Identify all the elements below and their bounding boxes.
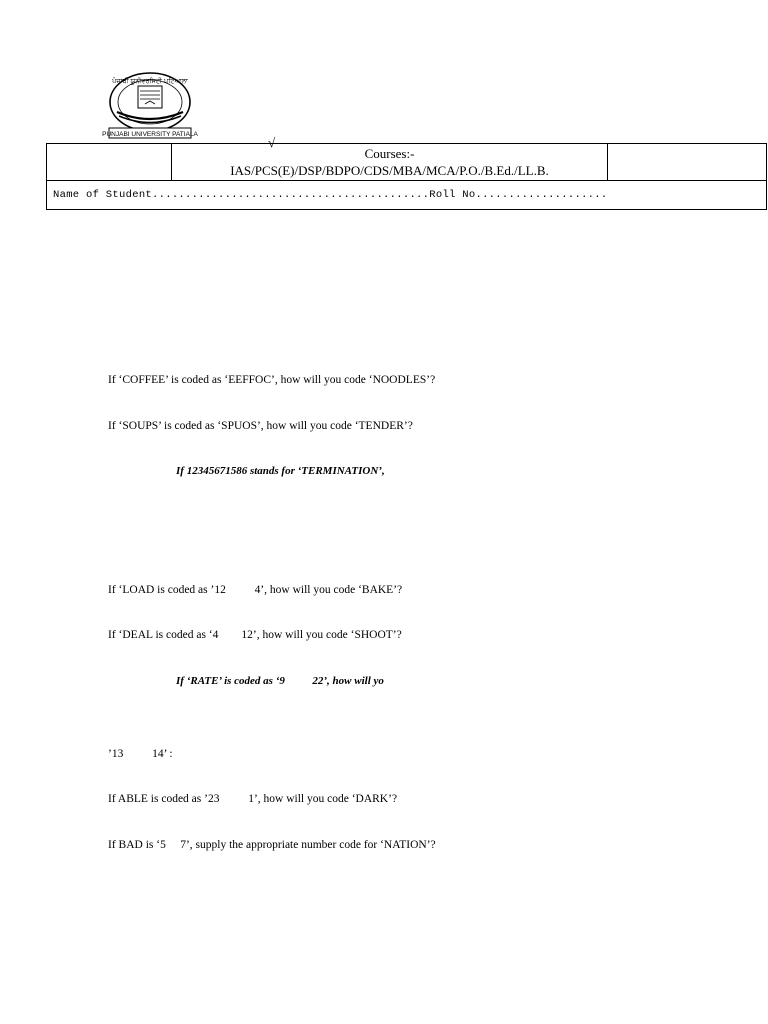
header-right-cell — [608, 144, 767, 181]
university-logo — [102, 72, 198, 140]
courses-list: IAS/PCS(E)/DSP/BDPO/CDS/MBA/MCA/P.O./B.Ed./LL.B. — [230, 163, 549, 178]
question-3: If 12345671586 stands for ‘TERMINATION’, — [176, 465, 385, 477]
question-9: If BAD is ‘5 7’, supply the appropriate number code for ‘NATION’? — [108, 839, 436, 851]
header-table — [46, 143, 767, 210]
courses-cell — [172, 144, 608, 181]
question-2: If ‘SOUPS’ is coded as ‘SPUOS’, how will you code ‘TENDER’? — [108, 420, 413, 432]
svg-text:PUNJABI UNIVERSITY PATIALA: PUNJABI UNIVERSITY PATIALA — [102, 131, 198, 138]
header-left-cell — [47, 144, 172, 181]
student-name-roll-line: Name of Student..........................................Roll No.................... — [47, 181, 767, 210]
svg-text:ਪੰਜਾਬੀ ਯੂਨੀਵਰਸਿਟੀ ਪਟਿਆਲਾ: ਪੰਜਾਬੀ ਯੂਨੀਵਰਸਿਟੀ ਪਟਿਆਲਾ — [112, 77, 188, 85]
question-1: If ‘COFFEE’ is coded as ‘EEFFOC’, how will you code ‘NOODLES’? — [108, 374, 436, 386]
courses-title: Courses:- — [364, 146, 415, 161]
question-7: ’13 14’ : — [108, 748, 173, 760]
question-5: If ‘DEAL is coded as ‘4 12’, how will you code ‘SHOOT’? — [108, 629, 402, 641]
question-6: If ‘RATE’ is coded as ‘9 22’, how will yo — [176, 675, 384, 687]
question-8: If ABLE is coded as ’23 1’, how will you code ‘DARK’? — [108, 793, 398, 805]
checkmark-glyph: √ — [268, 135, 276, 150]
question-4: If ‘LOAD is coded as ’12 4’, how will you code ‘BAKE’? — [108, 584, 403, 596]
